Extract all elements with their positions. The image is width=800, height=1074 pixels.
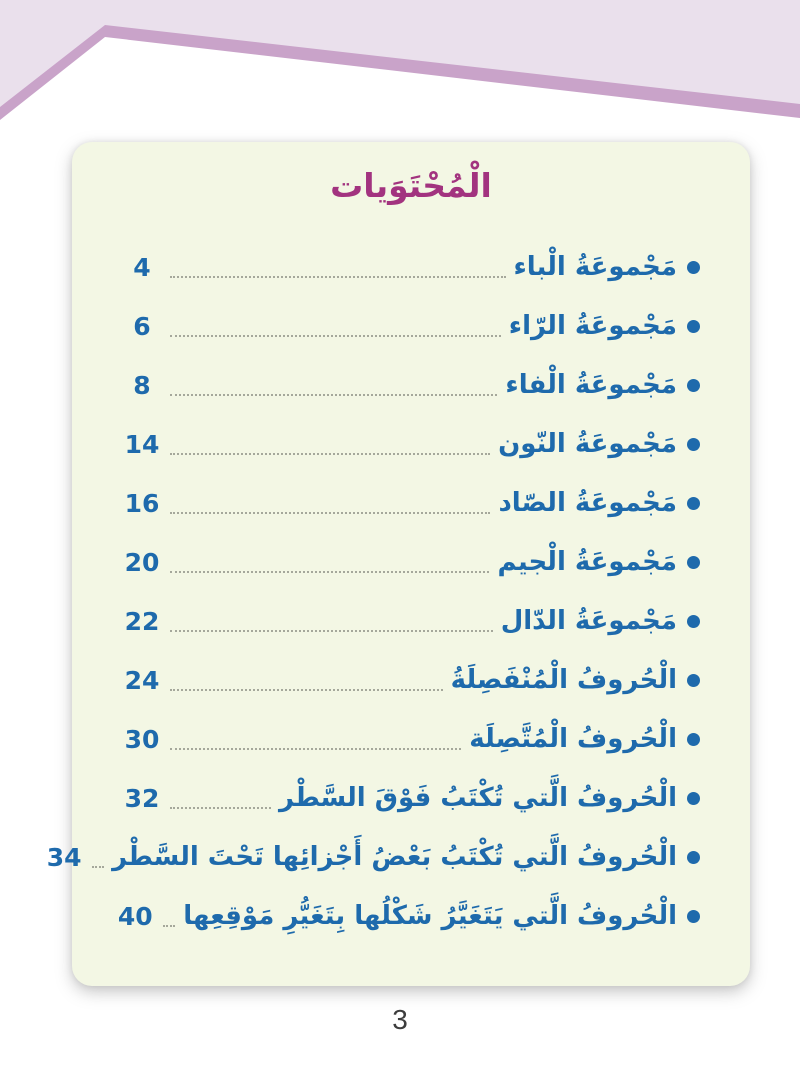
toc-entry-label: الْحُروفُ الْمُتَّصِلَة xyxy=(469,723,677,754)
bullet-icon xyxy=(687,556,700,569)
toc-entry-label: مَجْموعَةُ الصّاد xyxy=(498,487,677,518)
bullet-icon xyxy=(687,320,700,333)
toc-entry-page-number: 6 xyxy=(133,312,151,341)
toc-entry-page-number: 24 xyxy=(124,666,160,695)
toc-entry-page-number: 40 xyxy=(117,902,153,931)
dotted-leader xyxy=(170,630,493,632)
toc-entry-page-number: 4 xyxy=(133,253,151,282)
toc-entry-page-number: 32 xyxy=(124,784,160,813)
dotted-leader xyxy=(170,512,490,514)
toc-entry-connected-letters xyxy=(122,710,700,769)
toc-entry-page-number: 8 xyxy=(133,371,151,400)
toc-entry-letters-below-line xyxy=(46,828,700,887)
toc-entry-page-number: 30 xyxy=(124,725,160,754)
dotted-leader xyxy=(170,394,497,396)
page-title: الْمُحْتَوَيات xyxy=(330,166,492,205)
toc-entry-page-number: 20 xyxy=(124,548,160,577)
toc-entry-baa xyxy=(122,238,700,297)
toc-list xyxy=(46,238,750,946)
toc-entry-page-number: 22 xyxy=(124,607,160,636)
header-banner-decoration xyxy=(0,0,800,135)
bullet-icon xyxy=(687,792,700,805)
toc-entry-daal xyxy=(122,592,700,651)
toc-entry-saad xyxy=(122,474,700,533)
toc-entry-label: الْحُروفُ الْمُنْفَصِلَةُ xyxy=(450,664,677,695)
bullet-icon xyxy=(687,851,700,864)
bullet-icon xyxy=(687,497,700,510)
toc-entry-raa xyxy=(122,297,700,356)
bullet-icon xyxy=(687,261,700,274)
dotted-leader xyxy=(170,689,443,691)
toc-entry-label: مَجْموعَةُ النّون xyxy=(498,428,677,459)
dotted-leader xyxy=(163,925,175,927)
dotted-leader xyxy=(170,276,506,278)
toc-entry-label: مَجْموعَةُ الرّاء xyxy=(508,310,677,341)
dotted-leader xyxy=(170,335,501,337)
dotted-leader xyxy=(170,571,489,573)
bullet-icon xyxy=(687,733,700,746)
toc-entry-page-number: 14 xyxy=(124,430,160,459)
bullet-icon xyxy=(687,438,700,451)
bullet-icon xyxy=(687,674,700,687)
toc-entry-label: الْحُروفُ الَّتي يَتَغَيَّرُ شَكْلُها بِتَغَيُّرِ مَوْقِعِها xyxy=(183,900,677,931)
toc-entry-letters-changing-shape xyxy=(117,887,700,946)
contents-card xyxy=(46,142,750,986)
toc-entry-label: مَجْموعَةُ الْباء xyxy=(513,251,677,282)
dotted-leader xyxy=(170,807,271,809)
dotted-leader xyxy=(170,453,490,455)
toc-entry-page-number: 16 xyxy=(124,489,160,518)
toc-entry-label: مَجْموعَةُ الْفاء xyxy=(505,369,677,400)
toc-entry-label: الْحُروفُ الَّتي تُكْتَبُ فَوْقَ السَّطْر xyxy=(279,782,677,813)
dotted-leader xyxy=(92,866,104,868)
bullet-icon xyxy=(687,910,700,923)
toc-entry-jeem xyxy=(122,533,700,592)
bullet-icon xyxy=(687,379,700,392)
toc-entry-label: مَجْموعَةُ الدّال xyxy=(500,605,677,636)
dotted-leader xyxy=(170,748,461,750)
bullet-icon xyxy=(687,615,700,628)
toc-entry-label: مَجْموعَةُ الْجيم xyxy=(497,546,677,577)
folio-page-number: 3 xyxy=(392,1004,408,1035)
toc-entry-noon xyxy=(122,415,700,474)
toc-entry-label: الْحُروفُ الَّتي تُكْتَبُ بَعْضُ أَجْزائِها تَحْتَ السَّطْر xyxy=(112,841,677,872)
toc-entry-disconnected-letters xyxy=(122,651,700,710)
toc-entry-page-number: 34 xyxy=(46,843,82,872)
toc-entry-faa xyxy=(122,356,700,415)
toc-entry-letters-above-line xyxy=(122,769,700,828)
